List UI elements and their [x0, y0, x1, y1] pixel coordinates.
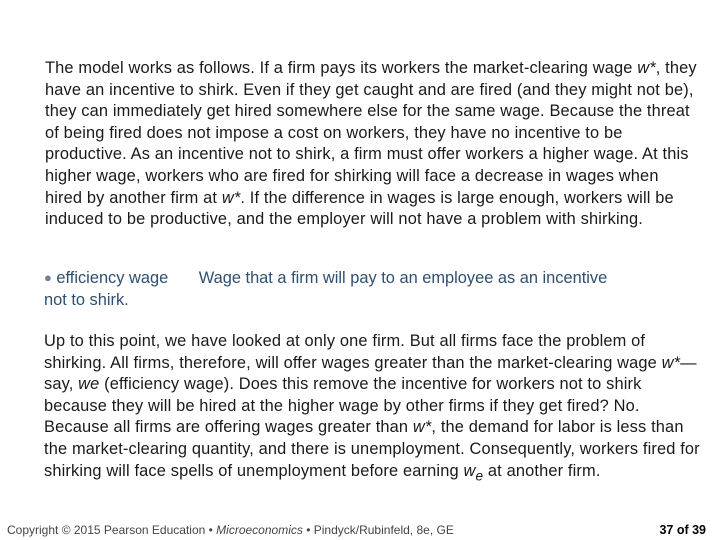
paragraph-all-firms	[44, 331, 704, 486]
text-run: (efficiency wage). Does this remove the incentive for workers not to shirk because they will be hired at the higher wage by other firms if they get fired? No. Because all firms are offering wages greater than	[44, 375, 642, 437]
definition-efficiency-wage	[44, 268, 704, 311]
efficiency-wage-symbol: we	[78, 375, 100, 394]
bullet-icon: ●	[44, 270, 52, 285]
symbol-subscript: e	[475, 467, 484, 483]
slide-footer	[7, 523, 713, 537]
text-run: —say,	[44, 353, 697, 394]
efficiency-wage-symbol	[463, 461, 484, 483]
authors-text: • Pindyck/Rubinfeld, 8e, GE	[302, 523, 454, 537]
wage-symbol: w*	[661, 353, 681, 372]
text-run: . If the difference in wages is large enough, workers will be induced to be productive, and the employer will not have a problem with shirking.	[45, 188, 674, 229]
text-run: Up to this point, we have looked at only one firm. But all firms face the problem of shirking. All firms, therefore, will offer wages greater than the market-clearing wage	[44, 332, 662, 372]
wage-symbol: w*	[637, 59, 656, 77]
text-run: The model works as follows. If a firm pays its workers the market-clearing wage	[45, 59, 638, 77]
page-number: 37 of 39	[659, 523, 706, 537]
text-run: , the demand for labor is less than the market-clearing quantity, and there is unemployment. Consequently, workers fired for shirking will face spells of unemployment before earning	[44, 418, 700, 480]
definition-meaning: Wage that a firm will pay to an employee as an incentive	[198, 269, 608, 287]
text-run: , they have an incentive to shirk. Even if they get caught and are fired (and they might not be), they can immediately get hired somewhere else for the same wage. Because the threat of being fired does not impose a cost on workers, they have no incentive to be productive. As an incentive not to shirk, a firm must offer workers a higher wage. At this higher wage, workers who are fired for shirking will face a decrease in wages when hired by another firm at	[45, 59, 697, 207]
wage-symbol: w*	[412, 418, 432, 437]
book-title: Microeconomics	[216, 523, 303, 537]
definition-meaning-continued: not to shirk.	[44, 290, 129, 309]
wage-symbol: w*	[221, 188, 241, 207]
symbol-base: w	[463, 461, 476, 480]
definition-term: efficiency wage	[56, 269, 169, 287]
paragraph-model-explanation	[45, 58, 700, 231]
text-run: at another firm.	[483, 461, 601, 480]
copyright-text: Copyright © 2015 Pearson Education •	[7, 523, 217, 537]
